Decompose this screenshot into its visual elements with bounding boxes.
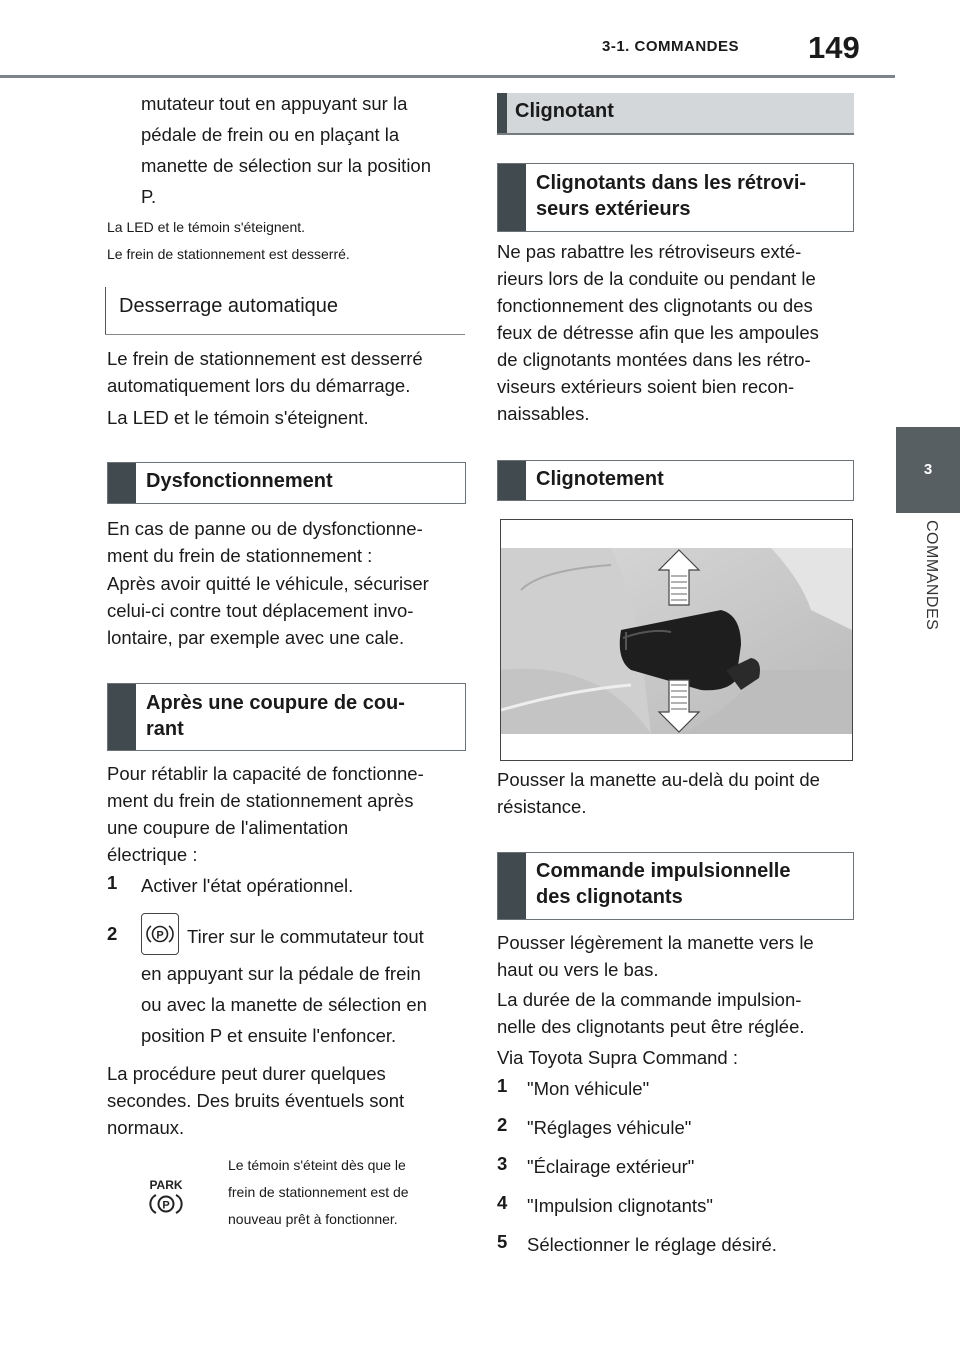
side-tab-label: COMMANDES bbox=[923, 520, 940, 631]
box-title bbox=[536, 858, 790, 910]
svg-text:P: P bbox=[156, 929, 164, 942]
section-box-blinking bbox=[497, 460, 854, 501]
text-line: secondes. Des bruits éventuels sont bbox=[107, 1090, 405, 1111]
step-number: 4 bbox=[497, 1192, 508, 1213]
section-band-turn-signals bbox=[497, 93, 854, 135]
park-note bbox=[228, 1152, 409, 1233]
turn-signal-lever-illustration bbox=[500, 519, 853, 761]
box-title: Clignotement bbox=[536, 468, 664, 490]
text-line: Le témoin s'éteint dès que le bbox=[228, 1157, 406, 1173]
paragraph bbox=[107, 345, 423, 399]
step-text: "Réglages véhicule" bbox=[527, 1117, 692, 1138]
paragraph bbox=[107, 515, 423, 569]
paragraph: Via Toyota Supra Command : bbox=[497, 1047, 738, 1068]
text-line: Après avoir quitté le véhicule, sécuriser bbox=[107, 573, 429, 594]
subheading-title: Desserrage automatique bbox=[119, 295, 339, 317]
text-line: de clignotants montées dans les rétro- bbox=[497, 349, 811, 370]
text-line: résistance. bbox=[497, 796, 587, 817]
paragraph bbox=[497, 929, 814, 983]
paragraph: La LED et le témoin s'éteignent. bbox=[107, 407, 369, 428]
text-line: nelle des clignotants peut être réglée. bbox=[497, 1016, 805, 1037]
header-rule bbox=[0, 75, 895, 78]
box-bar bbox=[498, 853, 526, 919]
step-number: 5 bbox=[497, 1231, 508, 1252]
continued-step-text bbox=[141, 88, 431, 212]
step-text: "Mon véhicule" bbox=[527, 1078, 650, 1099]
section-box-pulse-signals bbox=[497, 852, 854, 920]
box-title-line: Clignotants dans les rétrovi- bbox=[536, 172, 807, 194]
text-line: La durée de la commande impulsion- bbox=[497, 989, 802, 1010]
text-line: P. bbox=[141, 186, 157, 207]
text-line: Pousser légèrement la manette vers le bbox=[497, 932, 814, 953]
box-title: Dysfonctionnement bbox=[146, 470, 333, 492]
text-line: haut ou vers le bas. bbox=[497, 959, 659, 980]
text-line: une coupure de l'alimentation bbox=[107, 817, 349, 838]
running-header-section: 3-1. COMMANDES bbox=[602, 38, 740, 55]
box-title-line: Commande impulsionnelle bbox=[536, 860, 791, 882]
text-line: mutateur tout en appuyant sur la bbox=[141, 93, 408, 114]
side-tab-label-wrap bbox=[918, 520, 940, 660]
note-led-off: La LED et le témoin s'éteignent. bbox=[107, 219, 306, 235]
svg-text:P: P bbox=[162, 1199, 170, 1212]
parking-brake-switch-icon bbox=[141, 913, 179, 955]
box-bar bbox=[498, 461, 526, 500]
paragraph bbox=[497, 238, 819, 427]
text-line: position P et ensuite l'enfoncer. bbox=[141, 1025, 397, 1046]
step-number: 3 bbox=[497, 1153, 508, 1174]
box-title bbox=[146, 690, 405, 742]
text-line: Le frein de stationnement est desserré bbox=[107, 348, 423, 369]
paragraph bbox=[497, 986, 805, 1040]
section-box-malfunction bbox=[107, 462, 466, 504]
paragraph bbox=[107, 760, 424, 868]
step-text: Activer l'état opérationnel. bbox=[141, 875, 354, 896]
step-number: 1 bbox=[107, 872, 118, 893]
text-line: frein de stationnement est de bbox=[228, 1184, 409, 1200]
text-line: La procédure peut durer quelques bbox=[107, 1063, 386, 1084]
text-line: manette de sélection sur la position bbox=[141, 155, 432, 176]
text-line: automatiquement lors du démarrage. bbox=[107, 375, 411, 396]
paragraph bbox=[107, 1060, 404, 1141]
step-number: 2 bbox=[497, 1114, 508, 1135]
text-line: pédale de frein ou en plaçant la bbox=[141, 124, 400, 145]
text-line: en appuyant sur la pédale de frein bbox=[141, 963, 421, 984]
box-title-line: seurs extérieurs bbox=[536, 198, 691, 220]
subheading-auto-release bbox=[105, 287, 467, 335]
side-tab-number: 3 bbox=[923, 461, 933, 478]
paragraph bbox=[497, 766, 820, 820]
park-icon-text: PARK bbox=[149, 1178, 183, 1192]
box-title bbox=[536, 170, 806, 222]
text-line: nouveau prêt à fonctionner. bbox=[228, 1211, 398, 1227]
step-text: Tirer sur le commutateur tout bbox=[187, 926, 424, 947]
step-text: Sélectionner le réglage désiré. bbox=[527, 1234, 777, 1255]
subheading-rule bbox=[105, 287, 106, 335]
text-line: naissables. bbox=[497, 403, 590, 424]
page-number: 149 bbox=[808, 30, 860, 65]
box-bar bbox=[108, 463, 136, 503]
text-line: feux de détresse afin que les ampoules bbox=[497, 322, 819, 343]
step-text: "Impulsion clignotants" bbox=[527, 1195, 713, 1216]
box-title-line: Après une coupure de cou- bbox=[146, 692, 405, 714]
section-box-power-cut bbox=[107, 683, 466, 751]
text-line: fonctionnement des clignotants ou des bbox=[497, 295, 813, 316]
text-line: celui-ci contre tout déplacement invo- bbox=[107, 600, 414, 621]
text-line: ment du frein de stationnement après bbox=[107, 790, 414, 811]
park-warning-icon bbox=[146, 1177, 186, 1219]
text-line: rieurs lors de la conduite ou pendant le bbox=[497, 268, 816, 289]
section-box-mirror-signals bbox=[497, 163, 854, 232]
text-line: Pour rétablir la capacité de fonctionne- bbox=[107, 763, 424, 784]
band-bar bbox=[497, 93, 507, 133]
text-line: viseurs extérieurs soient bien recon- bbox=[497, 376, 795, 397]
step-number: 2 bbox=[107, 923, 118, 944]
subheading-underline bbox=[105, 334, 465, 335]
step-text: "Éclairage extérieur" bbox=[527, 1156, 695, 1177]
box-bar bbox=[498, 164, 526, 231]
text-line: ou avec la manette de sélection en bbox=[141, 994, 427, 1015]
step-number: 1 bbox=[497, 1075, 508, 1096]
text-line: Pousser la manette au-delà du point de bbox=[497, 769, 820, 790]
box-title-line: rant bbox=[146, 718, 184, 740]
note-brake-released: Le frein de stationnement est desserré. bbox=[107, 246, 350, 262]
text-line: En cas de panne ou de dysfonctionne- bbox=[107, 518, 423, 539]
step-text-continued bbox=[141, 958, 427, 1051]
text-line: électrique : bbox=[107, 844, 198, 865]
text-line: ment du frein de stationnement : bbox=[107, 545, 373, 566]
text-line: Ne pas rabattre les rétroviseurs exté- bbox=[497, 241, 802, 262]
text-line: normaux. bbox=[107, 1117, 185, 1138]
box-bar bbox=[108, 684, 136, 750]
text-line: lontaire, par exemple avec une cale. bbox=[107, 627, 405, 648]
box-title-line: des clignotants bbox=[536, 886, 683, 908]
paragraph bbox=[107, 570, 429, 651]
band-title: Clignotant bbox=[515, 100, 614, 122]
